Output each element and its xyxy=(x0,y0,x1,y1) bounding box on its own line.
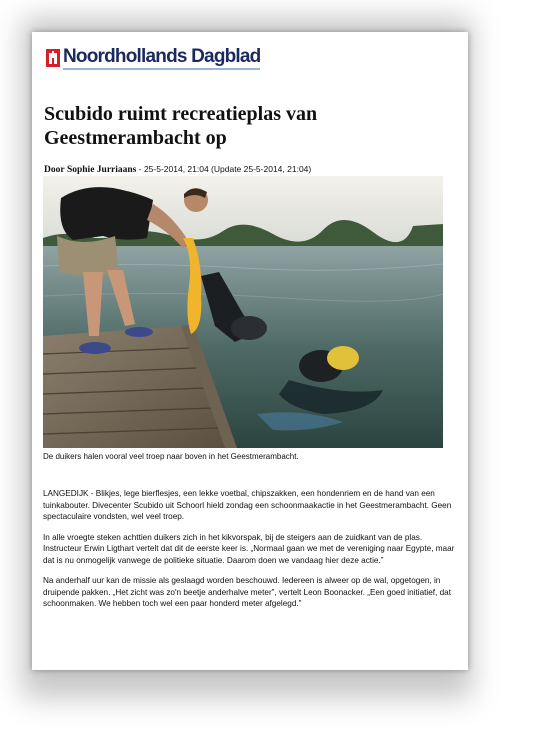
newspaper-logo-icon xyxy=(46,49,60,67)
publish-timestamp: - 25-5-2014, 21:04 (Update 25-5-2014, 21:04) xyxy=(138,164,312,174)
masthead xyxy=(46,44,260,72)
article-headline: Scubido ruimt recreatieplas van Geestmerambacht op xyxy=(44,103,318,149)
photo-caption: De duikers halen vooral veel troep naar boven in het Geestmerambacht. xyxy=(43,452,299,461)
newspaper-page xyxy=(32,32,468,670)
author-name: Sophie Jurriaans xyxy=(66,165,137,175)
article-paragraph: Na anderhalf uur kan de missie als geslaagd worden beschouwd. Iedereen is alweer op de wal, opgetogen, in druipende pakken. „Het zicht was zo'n beetje anderhalve meter”, vertelt Leon Boonacker. „Een goed initiatief, dat schoonmaken. We hebben toch wel een paar honderd meter afgelegd.” xyxy=(43,576,451,608)
article-paragraph: In alle vroegte steken achttien duikers zich in het kikvorspak, bij de steigers aan de zuidkant van de plas. Instructeur Erwin Ligthart vertelt dat dit de eerste keer is. „Normaal gaan we met de vereniging naar Egypte, maar dat is nu onmogelijk vanwege de politieke situatie. Daarom doen we vandaag hier deze actie.” xyxy=(43,532,455,565)
publication-name: Noordhollands Dagblad xyxy=(63,46,260,70)
article-photo xyxy=(43,176,443,448)
byline xyxy=(44,164,464,175)
article-body xyxy=(43,488,457,619)
article-paragraph: LANGEDIJK - Blikjes, lege bierflesjes, een lekke voetbal, chipszakken, een hondenriem en de hand van een tuinkabouter. Divecenter Scubido uit Schoorl hield zondag een schoonmaakactie in het Geestmerambacht. Geen spectaculaire vondsten, wel veel troep. xyxy=(43,489,452,521)
byline-prefix: Door xyxy=(44,165,65,175)
